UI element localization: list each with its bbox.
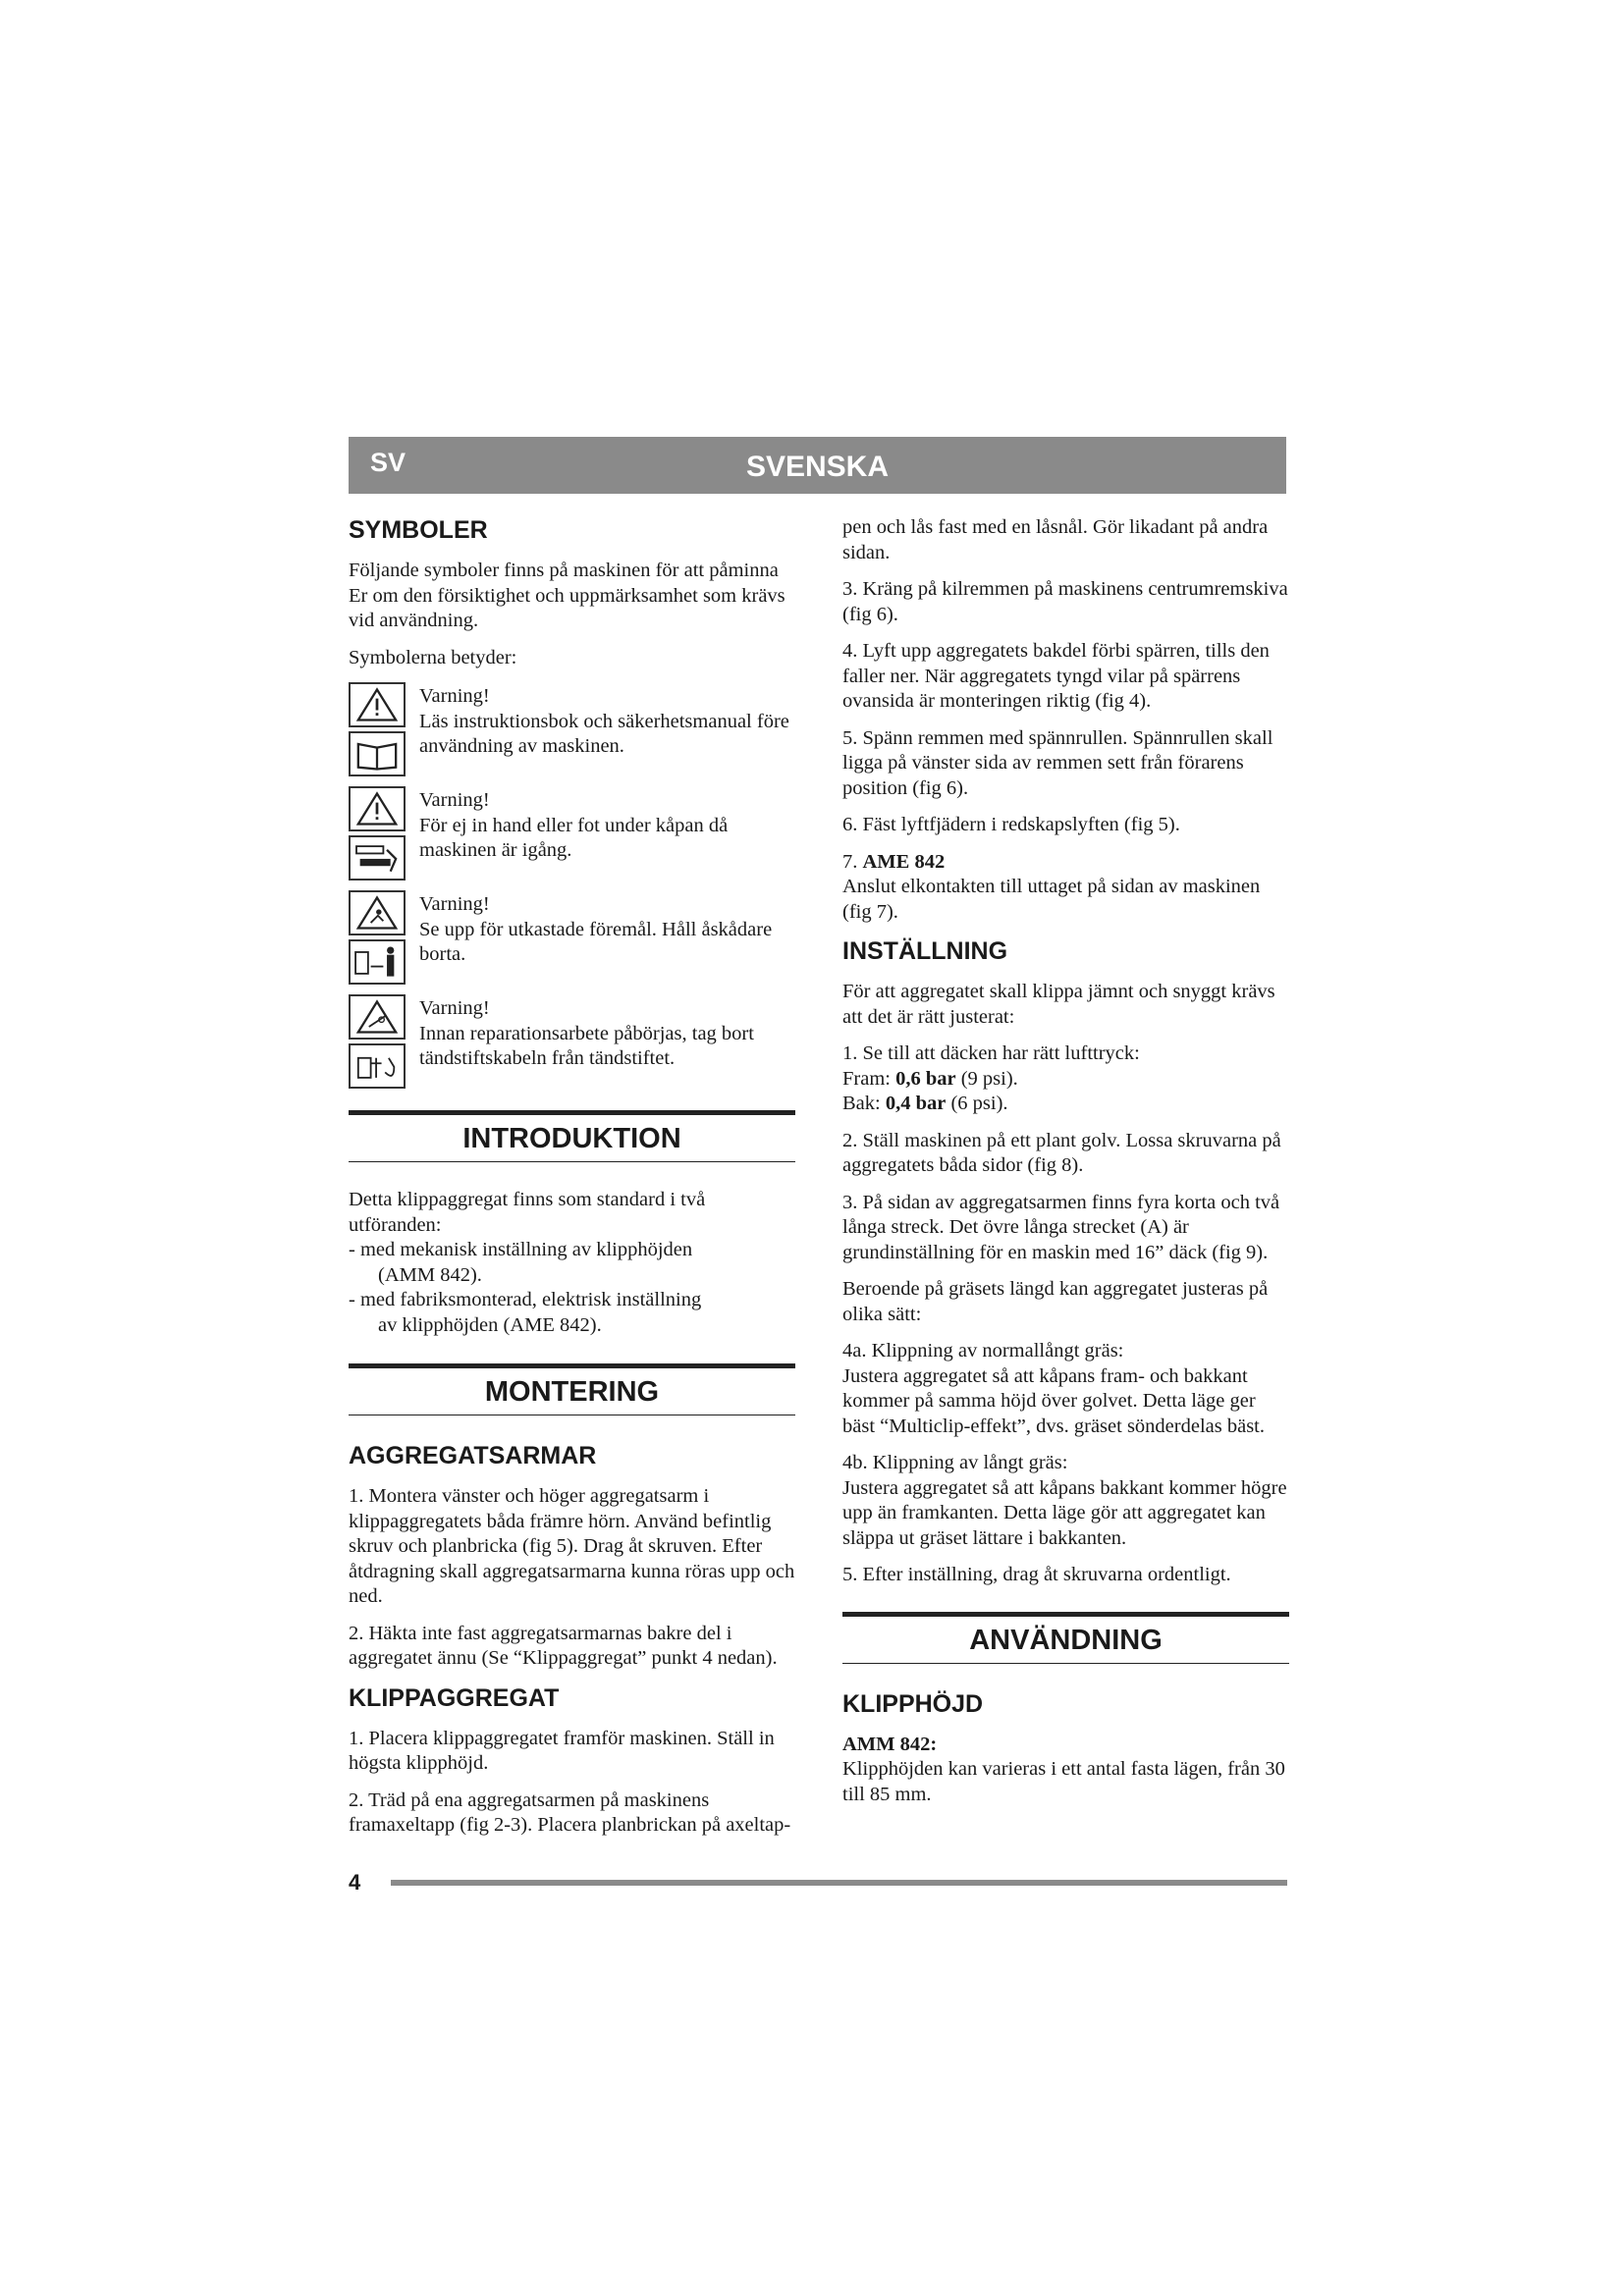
paragraph: 5. Spänn remmen med spännrullen. Spännrullen skall ligga på vänster sida av remmen sett från förarens position (fig 6). xyxy=(842,726,1273,799)
symboler-heading: SYMBOLER xyxy=(349,516,488,544)
symbol-title: Varning! xyxy=(419,789,490,811)
introduktion-heading: INTRODUKTION xyxy=(349,1110,795,1162)
symbol-title: Varning! xyxy=(419,893,490,915)
paragraph: 3. Kräng på kilremmen på maskinens centrumremskiva (fig 6). xyxy=(842,578,1288,625)
paragraph: 2. Häkta inte fast aggregatsarmarnas bakre del i aggregatet ännu (Se “Klippaggregat” punkt 4 nedan). xyxy=(349,1622,778,1669)
paragraph: För att aggregatet skall klippa jämnt och snyggt krävs att det är rätt justerat: xyxy=(842,981,1275,1028)
book-icon xyxy=(349,731,406,776)
rear-psi: (6 psi). xyxy=(946,1093,1008,1114)
text: Klipphöjden kan varieras i ett antal fasta lägen, från 30 till 85 mm. xyxy=(842,1758,1285,1805)
symbol-title: Varning! xyxy=(419,685,490,707)
warning-triangle-icon xyxy=(349,786,406,831)
paragraph: 2. Träd på ena aggregatsarmen på maskinens framaxeltapp (fig 2-3). Placera planbrickan på axeltap- xyxy=(349,1789,791,1836)
paragraph: 1. Montera vänster och höger aggregatsarm i klippaggregatets båda främre hörn. Använd befintlig skruv och planbricka (fig 5). Drag åt skruven. Efter åtdragning skall aggregatsarmarna kunna röras upp och ned. xyxy=(349,1485,795,1607)
klippaggregat-heading: KLIPPAGGREGAT xyxy=(349,1683,560,1712)
model-label: AMM 842: xyxy=(842,1733,938,1755)
klipphojd-heading: KLIPPHÖJD xyxy=(842,1689,984,1718)
language-code: SV xyxy=(370,448,406,477)
paragraph: 1. Placera klippaggregatet framför maskinen. Ställ in högsta klipphöjd. xyxy=(349,1727,775,1774)
tyre-pressure-intro: 1. Se till att däcken har rätt lufttryck: xyxy=(842,1042,1140,1064)
symbol-text: Läs instruktionsbok och säkerhetsmanual före användning av maskinen. xyxy=(419,710,789,757)
language-title: SVENSKA xyxy=(745,451,890,483)
symbol-title: Varning! xyxy=(419,997,490,1019)
introduktion-intro: Detta klippaggregat finns som standard i två utföranden: xyxy=(349,1189,706,1236)
aggregatsarmar-heading: AGGREGATSARMAR xyxy=(349,1442,597,1469)
step-number: 7. xyxy=(842,850,863,873)
symbol-text: Se upp för utkastade föremål. Håll åskådare borta. xyxy=(419,918,773,965)
spark-plug-warning-icon xyxy=(349,994,406,1040)
anvandning-heading: ANVÄNDNING xyxy=(842,1612,1289,1664)
paragraph: Beroende på gräsets längd kan aggregatet justeras på olika sätt: xyxy=(842,1278,1269,1325)
paragraph xyxy=(842,1339,1289,1439)
right-column xyxy=(842,515,1289,1819)
model-label: AME 842 xyxy=(862,850,946,873)
hand-foot-blade-icon xyxy=(349,835,406,881)
symboler-intro: Följande symboler finns på maskinen för att påminna Er om den försiktighet och uppmärksamhet som krävs vid användning. xyxy=(349,560,785,631)
symbol-text: Innan reparationsarbete påbörjas, tag bort tändstiftskabeln från tändstiftet. xyxy=(419,1022,754,1069)
symbol-text: För ej in hand eller fot under kåpan då maskinen är igång. xyxy=(419,814,729,861)
symbol-row xyxy=(349,786,795,884)
subtitle: 4b. Klippning av långt gräs: xyxy=(842,1452,1068,1473)
keep-distance-icon xyxy=(349,939,406,985)
installning-heading: INSTÄLLNING xyxy=(842,937,1008,965)
front-pressure: 0,6 bar xyxy=(895,1067,956,1090)
spark-plug-cable-icon xyxy=(349,1043,406,1089)
front-label: Fram: xyxy=(842,1067,896,1090)
paragraph: 2. Ställ maskinen på ett plant golv. Lossa skruvarna på aggregatets båda sidor (fig 8). xyxy=(842,1129,1281,1176)
paragraph xyxy=(842,1041,1289,1117)
paragraph xyxy=(842,1451,1289,1551)
list-item: - med mekanisk inställning av klipphöjden xyxy=(349,1239,693,1260)
left-column xyxy=(349,515,795,1850)
paragraph: 5. Efter inställning, drag åt skruvarna ordentligt. xyxy=(842,1564,1231,1585)
text: Justera aggregatet så att kåpans fram- och bakkant kommer på samma höjd över golvet. Detta läge ger bäst “Multiclip-effekt”, dvs. gräset sönderdelas bäst. xyxy=(842,1364,1265,1437)
symbol-row xyxy=(349,994,795,1093)
list-item: (AMM 842). xyxy=(378,1263,482,1286)
language-header-bar xyxy=(349,437,1286,494)
footer-divider xyxy=(391,1880,1287,1886)
step-text: Anslut elkontakten till uttaget på sidan av maskinen (fig 7). xyxy=(842,876,1261,923)
page-number: 4 xyxy=(349,1870,361,1895)
rear-label: Bak: xyxy=(842,1093,886,1114)
paragraph: 6. Fäst lyftfjädern i redskapslyften (fig 5). xyxy=(842,814,1180,835)
warning-triangle-icon xyxy=(349,682,406,727)
thrown-object-icon xyxy=(349,890,406,935)
paragraph: 4. Lyft upp aggregatets bakdel förbi spärren, tills den faller ner. När aggregatets tyngd vilar på spärrens ovansida är monteringen riktig (fig 4). xyxy=(842,640,1270,712)
montering-heading: MONTERING xyxy=(349,1363,795,1415)
paragraph: pen och lås fast med en låsnål. Gör likadant på andra sidan. xyxy=(842,516,1269,563)
paragraph xyxy=(842,1733,1289,1808)
paragraph xyxy=(842,850,1289,926)
symbol-row xyxy=(349,890,795,988)
paragraph: 3. På sidan av aggregatsarmen finns fyra korta och två långa streck. Det övre långa strecket (A) är grundinställning för en maskin med 16” däck (fig 9). xyxy=(842,1191,1280,1263)
symboler-betyder: Symbolerna betyder: xyxy=(349,646,517,668)
rear-pressure: 0,4 bar xyxy=(885,1093,947,1114)
subtitle: 4a. Klippning av normallångt gräs: xyxy=(842,1340,1124,1362)
front-psi: (9 psi). xyxy=(955,1067,1018,1090)
text: Justera aggregatet så att kåpans bakkant kommer högre upp än framkanten. Detta läge gör att aggregatet kan släppa ut gräset lättare i bakkanten. xyxy=(842,1476,1287,1549)
list-item: av klipphöjden (AME 842). xyxy=(378,1313,602,1336)
symbol-row xyxy=(349,682,795,780)
list-item: - med fabriksmonterad, elektrisk inställning xyxy=(349,1289,702,1310)
